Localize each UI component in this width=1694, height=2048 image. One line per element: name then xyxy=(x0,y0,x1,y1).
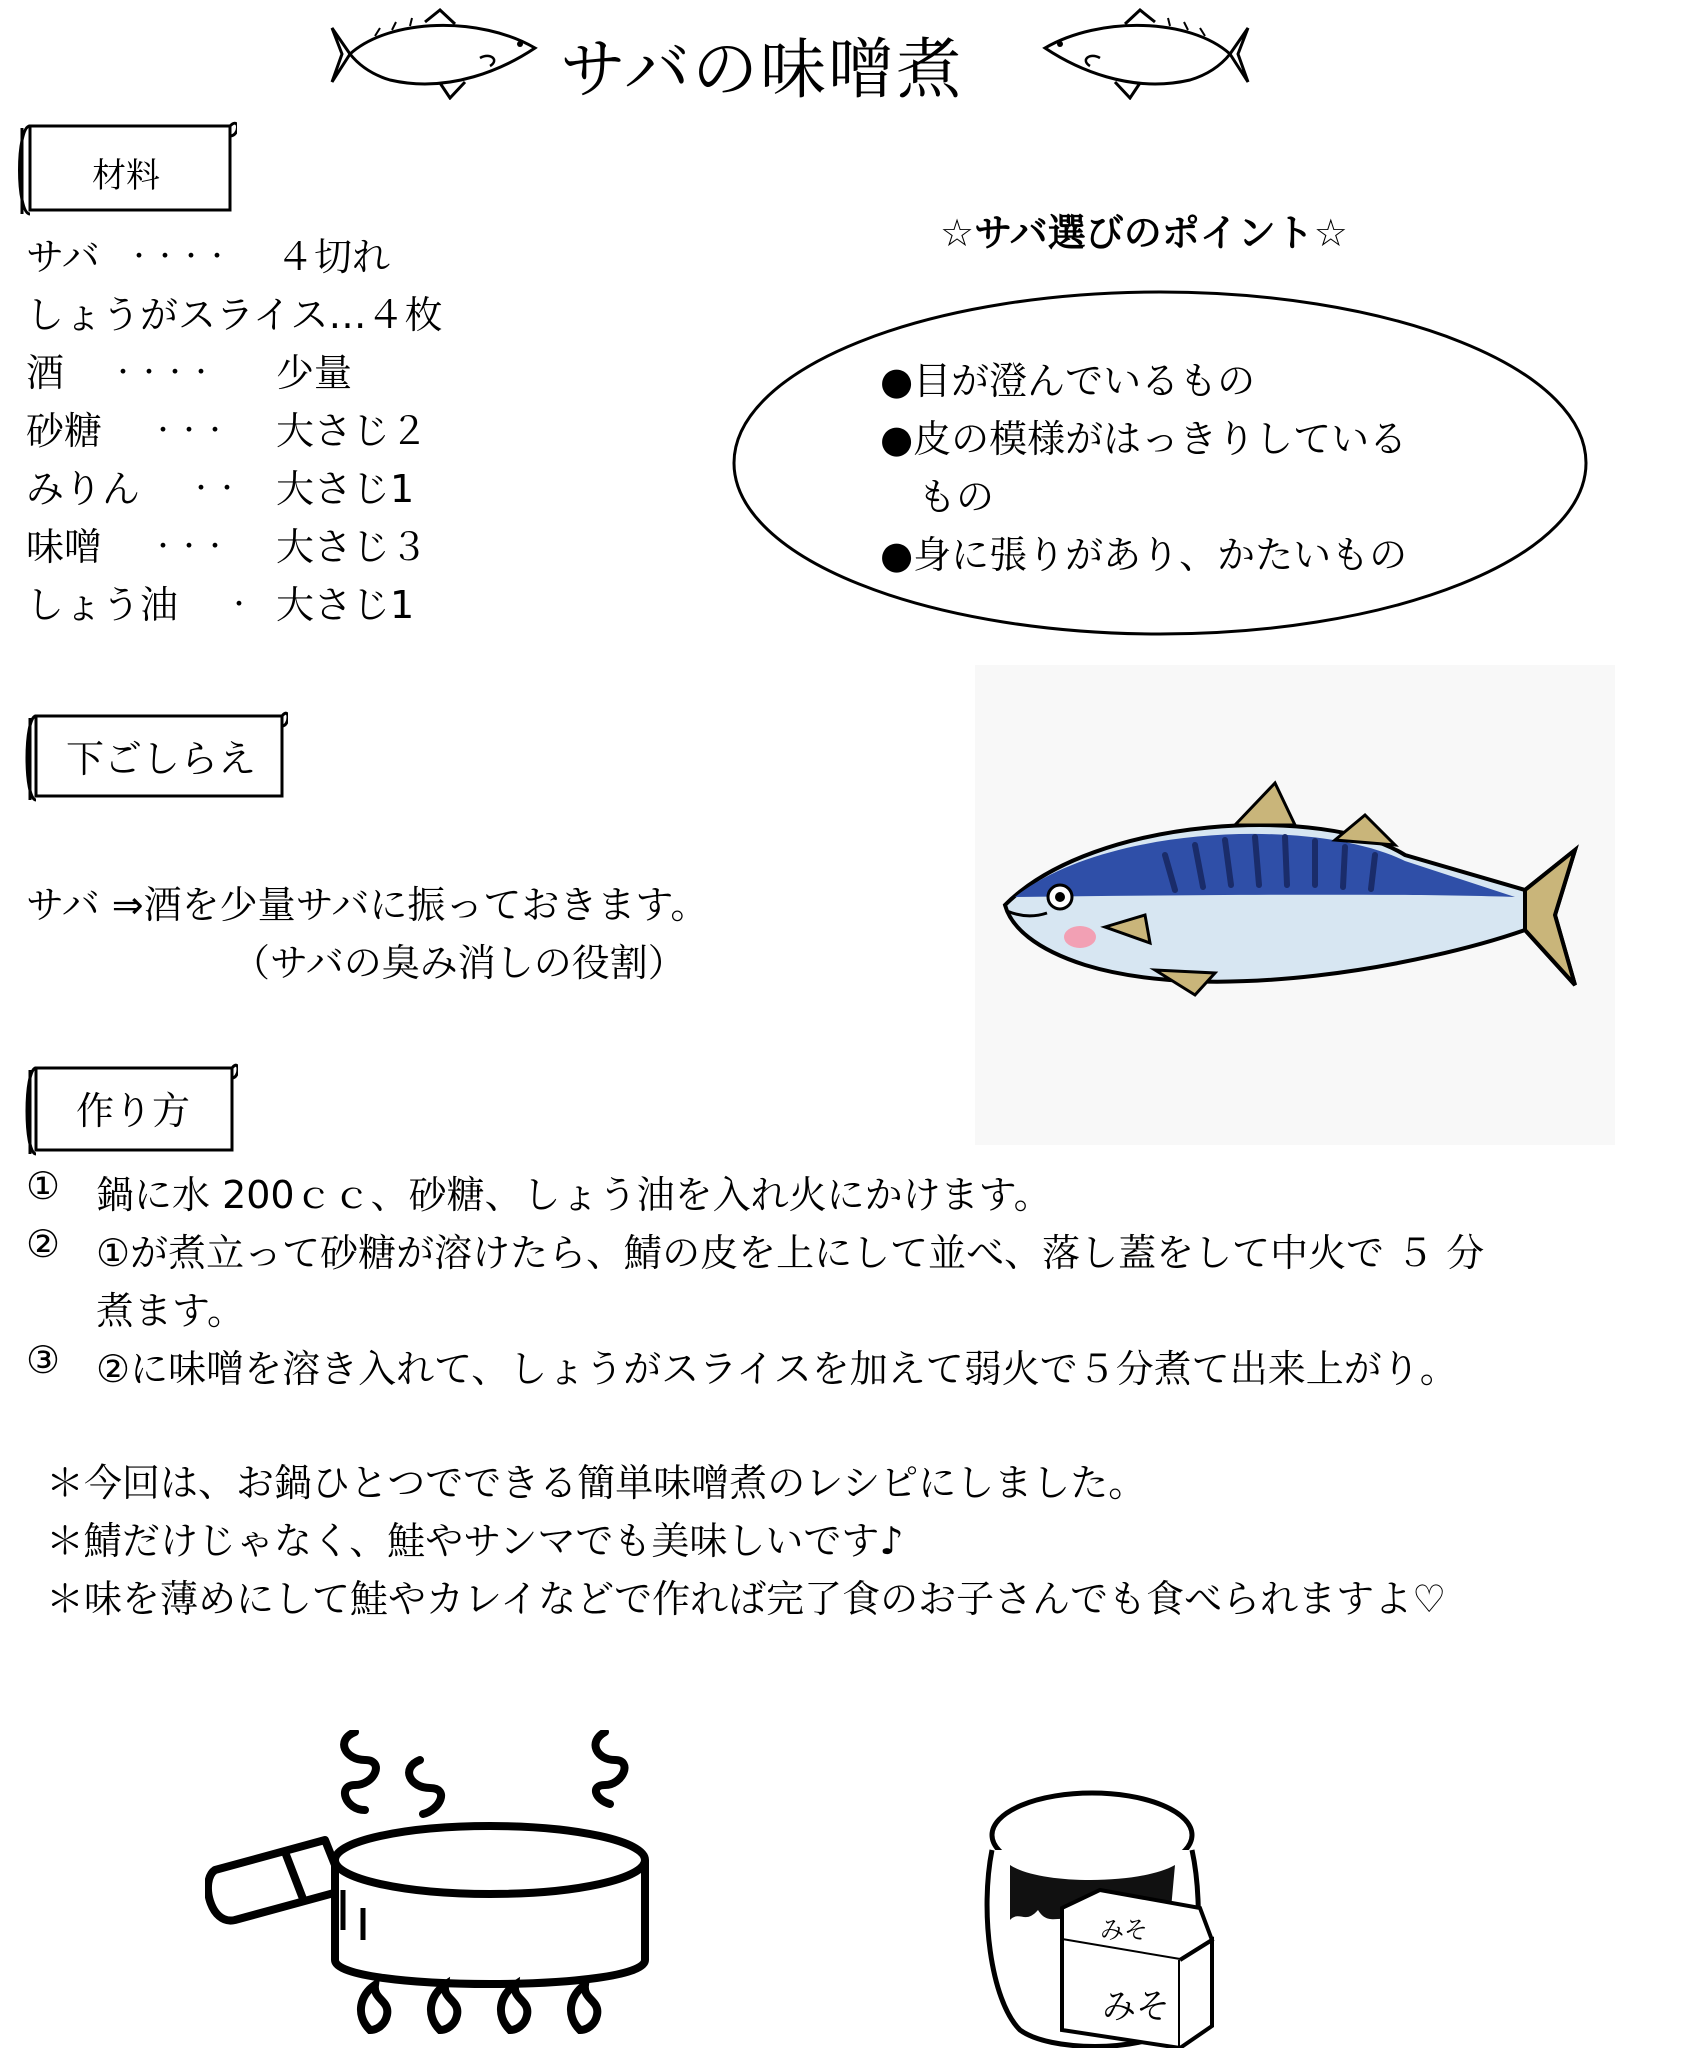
ingredient-row xyxy=(26,409,486,453)
step-text: 鍋に水 200ｃｃ、砂糖、しょう油を入れ火にかけます。 xyxy=(96,1173,1052,1217)
miso-box-label-top: みそ xyxy=(1100,1916,1148,1944)
prep-note: （サバの臭み消しの役割） xyxy=(232,941,686,985)
title-fish-right-icon xyxy=(1020,8,1250,100)
tip-item: ●皮の模様がはっきりしている xyxy=(880,417,1408,461)
step-text: 煮ます。 xyxy=(96,1289,245,1333)
note-line: ＊今回は、お鍋ひとつでできる簡単味噌煮のレシピにしました。 xyxy=(46,1461,1147,1505)
ingredient-name: サバ xyxy=(26,235,100,279)
ingredient-amount: ４切れ xyxy=(276,235,391,279)
ingredient-row xyxy=(26,293,443,337)
miso-box-label-front: みそ xyxy=(1102,1987,1170,2027)
ingredient-row xyxy=(26,525,486,569)
tips-heading: ☆サバ選びのポイント☆ xyxy=(940,211,1348,255)
tip-item: もの xyxy=(918,475,995,519)
ingredient-dots: ・・・ xyxy=(150,416,229,446)
ingredients-heading: 材料 xyxy=(92,156,160,196)
page-title: サバの味噌煮 xyxy=(560,31,965,108)
title-fish-left-icon xyxy=(330,8,560,100)
ingredient-row xyxy=(26,235,486,279)
ingredient-dots: ・・ xyxy=(188,474,241,504)
ingredient-amount: 大さじ２ xyxy=(276,409,429,453)
ingredient-name: しょうがスライス…４枚 xyxy=(26,293,443,337)
miso-jar-icon xyxy=(980,1790,1230,2048)
ingredient-name: 酒 xyxy=(26,351,65,395)
note-line: ＊味を薄めにして鮭やカレイなどで作れば完了食のお子さんでも食べられますよ♡ xyxy=(46,1577,1447,1621)
step-number: ② xyxy=(26,1222,61,1266)
ingredient-name: しょう油 xyxy=(26,583,179,627)
ingredient-amount: 大さじ1 xyxy=(276,583,415,627)
method-heading: 作り方 xyxy=(76,1089,191,1133)
step-number: ① xyxy=(26,1164,61,1208)
prep-heading: 下ごしらえ xyxy=(66,737,257,781)
ingredient-name: 砂糖 xyxy=(26,409,103,453)
tip-item: ●身に張りがあり、かたいもの xyxy=(880,533,1408,577)
ingredient-row xyxy=(26,583,486,627)
ingredient-name: 味噌 xyxy=(26,525,103,569)
ingredient-name: みりん xyxy=(26,467,141,511)
prep-line: サバ ⇒酒を少量サバに振っておきます。 xyxy=(26,883,709,927)
ingredient-dots: ・・・ xyxy=(150,532,229,562)
ingredient-row xyxy=(26,467,486,511)
ingredient-row xyxy=(26,351,486,395)
step-text: ②に味噌を溶き入れて、しょうがスライスを加えて弱火で５分煮て出来上がり。 xyxy=(96,1347,1458,1391)
note-line: ＊鯖だけじゃなく、鮭やサンマでも美味しいです♪ xyxy=(46,1519,904,1563)
ingredient-dots: ・ xyxy=(226,590,253,620)
step-text: ①が煮立って砂糖が溶けたら、鯖の皮を上にして並べ、落し蓋をして中火で ５ 分 xyxy=(96,1231,1485,1275)
step-number: ③ xyxy=(26,1338,61,1382)
ingredient-amount: 大さじ1 xyxy=(276,467,415,511)
ingredient-amount: 大さじ３ xyxy=(276,525,429,569)
ingredient-dots: ・・・・ xyxy=(126,242,231,272)
ingredient-amount: 少量 xyxy=(276,351,353,395)
mackerel-illustration xyxy=(975,665,1615,1145)
pot-on-stove-icon xyxy=(205,1730,665,2048)
ingredient-dots: ・・・・ xyxy=(110,358,215,388)
tips-ellipse xyxy=(730,288,1590,638)
tip-item: ●目が澄んでいるもの xyxy=(880,359,1256,403)
